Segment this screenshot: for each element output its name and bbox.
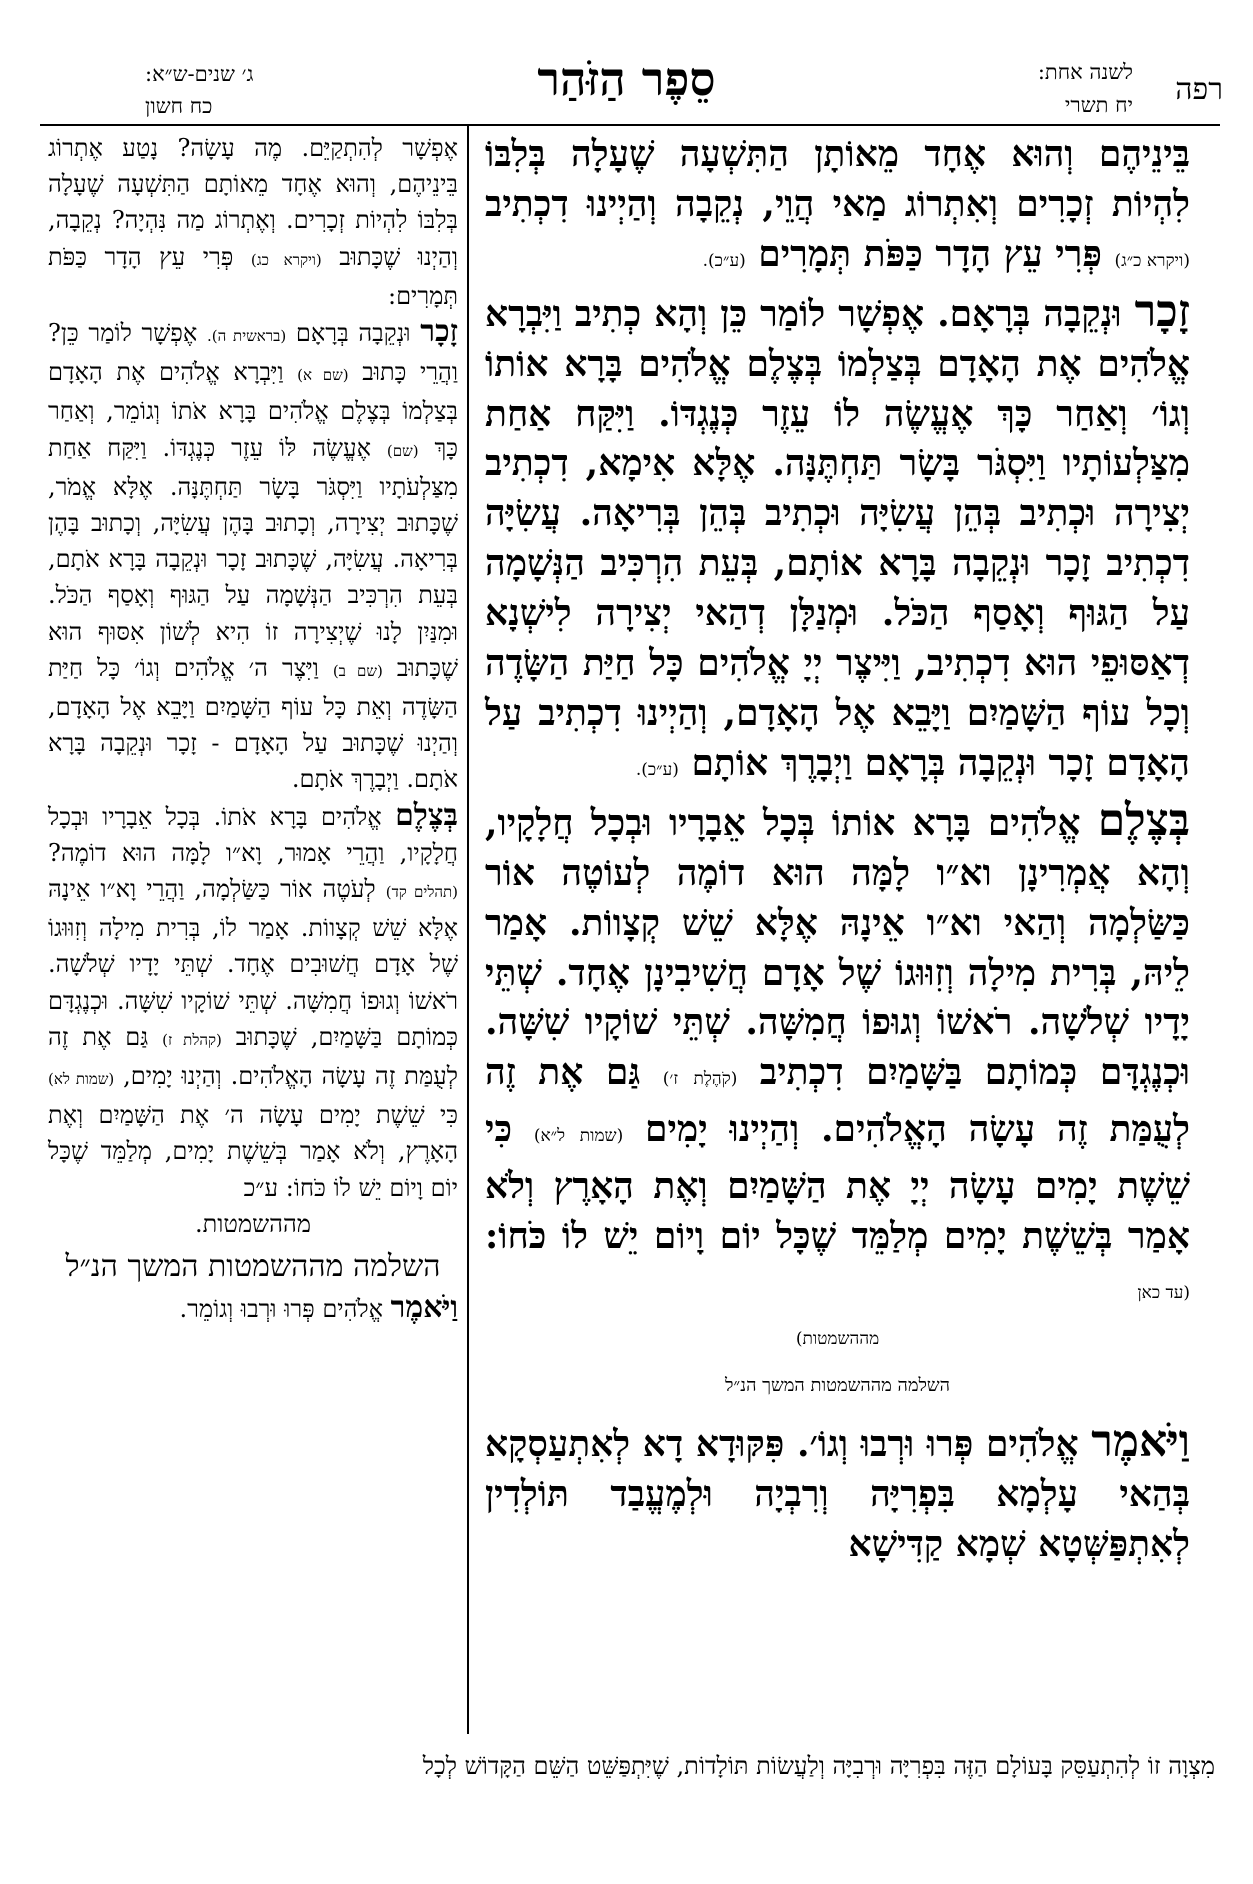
main-paragraph-2: זָכָר וּנְקֵבָה בְּרָאָם. אֶפְשָׁר לוֹמַר כֵּן וְהָא כְתִיב וַיִּבְרָא אֱלֹהִים אֶת הָאָדָם בְּצַלְמוֹ בְּצֶלֶם אֱלֹהִים בָּרָא אוֹתוֹ וְגוֹ׳ וְאַחַר כָּךְ אֶעֱשֶׂה לוֹ עֵזֶר כְּנֶגְדּוֹ. וַיִּקַּח אַחַת מִצַּלְעוֹתָיו וַיִּסְגֹּר בָּשָׂר תַּחְתֶּנָּה. אֶלָּא אִימָא, דִכְתִיב יְצִירָה וּכְתִיב בְּהֵן עֲשִׂיָּה וּכְתִיב בְּהֵן בְּרִיאָה. עֲשִׂיָּה דִכְתִיב זָכָר וּנְקֵבָה בָּרָא אוֹתָם, בְּעֵת הִרְכִּיב הַנְּשָׁמָה עַל הַגּוּף וְאָסַף הַכֹּל. וּמְנַלָּן דְהַאי יְצִירָה לִישְׁנָא דְאַסּוּפֵי הוּא דִכְתִיב, וַיִּיצֶר יְיָ אֱלֹהִים כָּל חַיַּת הַשָּׂדֶה וְכָל עוֹף הַשָּׁמַיִם וַיָּבֵא אֶל הָאָדָם, וְהַיְינוּ דִכְתִיב עַל הָאָדָם זָכָר וּנְקֵבָה בְּרָאָם וַיְבָרֶךְ אוֹתָם (ע״כ). xyxy=(485,285,1190,784)
verse-reference: (שמות לא) xyxy=(48,1070,115,1089)
page-title: סֵפֶר הַזֹּהַר xyxy=(537,52,716,106)
supplement-heading: השלמה מההשמטות המשך הנ״ל xyxy=(724,1374,951,1396)
paragraph-lead-word: בְּצֶלֶם xyxy=(395,797,458,833)
reading-schedule-year: לשנה אחת: xyxy=(1037,60,1133,84)
verse-reference: (שם א) xyxy=(297,366,349,385)
verse-reference: (שמות ל״א) xyxy=(533,1126,624,1147)
verse-reference: (קהלת ז) xyxy=(162,1030,222,1049)
paragraph-lead-word: זָכָר xyxy=(420,314,458,350)
verse-reference: (קֹהֶלֶת ז׳) xyxy=(662,1069,738,1090)
paragraph-lead-word: וַיֹּאמֶר xyxy=(1091,1415,1190,1467)
side-paragraph-2: זָכָר וּנְקֵבָה בְּרָאָם (בראשית ה). אֶפְשָׁר לוֹמַר כֵּן? וַהֲרֵי כָּתוּב (שם א) וַיִּבְרָא אֱלֹהִים אֶת הָאָדָם בְּצַלְמוֹ בְּצֶלֶם אֱלֹהִים בָּרָא אֹתוֹ וְגוֹמֵר, וְאַחַר כָּךְ (שם) אֶעֱשֶׂה לּוֹ עֵזֶר כְּנֶגְדּוֹ. וַיִּקַּח אַחַת מִצַּלְעֹתָיו וַיִּסְגֹּר בָּשָׂר תַּחְתֶּנָּה. אֶלָּא אֱמֹר, שֶׁכָּתוּב יְצִירָה, וְכָתוּב בָּהֶן עֲשִׂיָּה, וְכָתוּב בָּהֶן בְּרִיאָה. עֲשִׂיָּה, שֶׁכָּתוּב זָכָר וּנְקֵבָה בָּרָא אֹתָם, בְּעֵת הִרְכִּיב הַנְּשָׁמָה עַל הַגּוּף וְאָסַף הַכֹּל. וּמִנַּיִן לָנוּ שֶׁיְצִירָה זוֹ הִיא לְשׁוֹן אִסּוּף הוּא שֶׁכָּתוּב (שם ב) וַיִּצֶר ה׳ אֱלֹהִים וְגוֹ׳ כָּל חַיַּת הַשָּׂדֶה וְאֵת כָּל עוֹף הַשָּׁמַיִם וַיָּבֵא אֶל הָאָדָם, וְהַיְנוּ שֶׁכָּתוּב עַל הָאָדָם - זָכָר וּנְקֵבָה בָּרָא אֹתָם. וַיְבָרֶךְ אֹתָם. xyxy=(48,314,458,794)
section-end-marker: (ע״כ). xyxy=(702,250,746,271)
page-number: רפה xyxy=(1175,72,1223,107)
verse-reference: (שם ב) xyxy=(332,661,383,680)
verse-reference: (תהלים קד) xyxy=(385,883,458,902)
main-paragraph-4: וַיֹּאמֶר אֱלֹהִים פְּרוּ וּרְבוּ וְגוֹ׳. פִּקּוּדָא דָא לְאִתְעַסְקָא בְּהַאי עָלְמָא בִּפְרִיָּה וְרִבְיָה וּלְמֶעֱבַד תּוֹלְדִין לְאִתְפַּשְּׁטָא שְׁמָא קַדִּישָׁא xyxy=(485,1415,1190,1565)
main-column-aramaic xyxy=(485,130,1190,1750)
omissions-note: מההשמטות) xyxy=(795,1328,880,1349)
verse-reference: (ויקרא כג) xyxy=(250,250,322,269)
side-column-translation xyxy=(48,130,458,1750)
omissions-note: מההשמטות. xyxy=(195,1209,311,1238)
verse-reference: (שם) xyxy=(386,441,419,460)
omission-marker: (עד כאן xyxy=(1137,1282,1190,1303)
verse-reference: (בראשית ה). xyxy=(206,327,287,346)
column-divider xyxy=(467,124,469,1734)
main-paragraph-1: בֵּינֵיהֶם וְהוּא אֶחָד מֵאוֹתָן הַתִּשְׁעָה שֶׁעָלָה בְּלִבּוֹ לִהְיוֹת זְכָרִים וְאִתְרוֹג מַאי הֲוֵי, נְקֵבָה וְהַיְינוּ דִכְתִיב (ויקרא כ״ג) פְּרִי עֵץ הָדָר כַּפֹּת תְּמָרִים (ע״כ). xyxy=(485,133,1190,275)
paragraph-lead-word: בְּצֶלֶם xyxy=(1097,794,1190,846)
side-paragraph-3: בְּצֶלֶם אֱלֹהִים בָּרָא אֹתוֹ. בְּכָל אֵבָרָיו וּבְכָל חֲלָקָיו, וַהֲרֵי אָמוּר, וָא״ו לָמָּה הוּא דוֹמֶה? (תהלים קד) לְעֹטֶה אוֹר כַּשַּׂלְמָה, וַהֲרֵי וָא״ו אֵינָהּ אֶלָּא שֵׁשׁ קְצָווֹת. אָמַר לוֹ, בְּרִית מִילָה וְזִוּוּגוֹ שֶׁל אָדָם חֲשׁוּבִים אֶחָד. שְׁתֵּי יָדָיו שְׁלֹשָׁה. רֹאשׁוֹ וְגוּפוֹ חֲמִשָּׁה. שְׁתֵּי שׁוֹקָיו שִׁשָּׁה. וּכְנֶגְדָּם כְּמוֹתָם בַּשָּׁמַיִם, שֶׁכָּתוּב (קהלת ז) גַּם אֶת זֶה לְעֻמַּת זֶה עָשָׂה הָאֱלֹהִים. וְהַיְנוּ יָמִים, (שמות לא) כִּי שֵׁשֶׁת יָמִים עָשָׂה ה׳ אֶת הַשָּׁמַיִם וְאֶת הָאָרֶץ, וְלֹא אָמַר בְּשֵׁשֶׁת יָמִים, מְלַמֵּד שֶׁכָּל יוֹם וָיוֹם יֵשׁ לוֹ כֹּחוֹ: ע״כ xyxy=(48,797,458,1202)
supplement-heading: השלמה מההשמטות המשך הנ״ל xyxy=(65,1249,441,1285)
side-paragraph-1: אֶפְשָׁר לְהִתְקַיֵּם. מֶה עָשָׂה? נָטַע אֶתְרוֹג בֵּינֵיהֶם, וְהוּא אֶחָד מֵאוֹתָם הַתִּשְׁעָה שֶׁעָלָה בְּלִבּוֹ לִהְיוֹת זְכָרִים. וְאֶתְרוֹג מַה נִּהְיָה? נְקֵבָה, וְהַיְנוּ שֶׁכָּתוּב (ויקרא כג) פְּרִי עֵץ הָדָר כַּפֹּת תְּמָרִים: xyxy=(48,134,458,310)
side-paragraph-5: וַיֹּאמֶר אֱלֹהִים פְּרוּ וּרְבוּ וְגוֹמֵר. xyxy=(179,1290,458,1326)
reading-schedule-date: יח תשרי xyxy=(1064,93,1133,117)
verse-reference: (ויקרא כ״ג) xyxy=(1114,250,1190,271)
page-header xyxy=(0,0,1253,118)
header-divider xyxy=(40,124,1220,126)
section-end-marker: (ע״כ). xyxy=(635,759,679,780)
main-paragraph-3: בְּצֶלֶם אֱלֹהִים בָּרָא אוֹתוֹ בְּכָל אֵבָרָיו וּבְכָל חֲלָקָיו, וְהָא אֲמְרִינָן וא״ו לָמָּה הוּא דוֹמֶה לְעוֹטֶה אוֹר כַּשַּׂלְמָה וְהַאי וא״ו אֵינָהּ אֶלָּא שֵׁשׁ קְצָווֹת. אָמַר לֵיהּ, בְּרִית מִילָה וְזִוּוּגוֹ שֶׁל אָדָם חֲשִׁיבִינָן אֶחָד. שְׁתֵּי יָדָיו שְׁלֹשָׁה. רֹאשׁוֹ וְגוּפוֹ חֲמִשָּׁה. שְׁתֵּי שׁוֹקָיו שִׁשָּׁה. וּכְנֶגְדָּם כְּמוֹתָם בַּשָּׁמַיִם דִכְתִיב (קֹהֶלֶת ז׳) גַּם אֶת זֶה לְעֻמַּת זֶה עָשָׂה הָאֱלֹהִים. וְהַיְינוּ יָמִים (שמות ל״א) כִּי שֵׁשֶׁת יָמִים עָשָׂה יְיָ אֶת הַשָּׁמַיִם וְאֶת הָאָרֶץ וְלֹא אָמַר בְּשֵׁשֶׁת יָמִים מְלַמֵּד שֶׁכָּל יוֹם וָיוֹם יֵשׁ לוֹ כֹּחוֹ: (עד כאן xyxy=(485,794,1190,1303)
reading-schedule-3yr: ג׳ שנים-ש״א: xyxy=(145,62,254,86)
reading-schedule-3yr-date: כח חשון xyxy=(145,94,213,118)
bottom-continuation-line: מִצְוָה זוֹ לְהִתְעַסֵּק בָּעוֹלָם הַזֶּה בִּפְרִיָּה וּרְבִיָּה וְלַעֲשׂוֹת תּוֹלָדוֹת, שֶׁיִּתְפַּשֵּׁט הַשֵּׁם הַקָּדוֹשׁ לְכָל xyxy=(422,1752,1215,1780)
paragraph-lead-word: וַיֹּאמֶר xyxy=(390,1290,458,1326)
paragraph-lead-word: זָכָר xyxy=(1134,285,1190,337)
